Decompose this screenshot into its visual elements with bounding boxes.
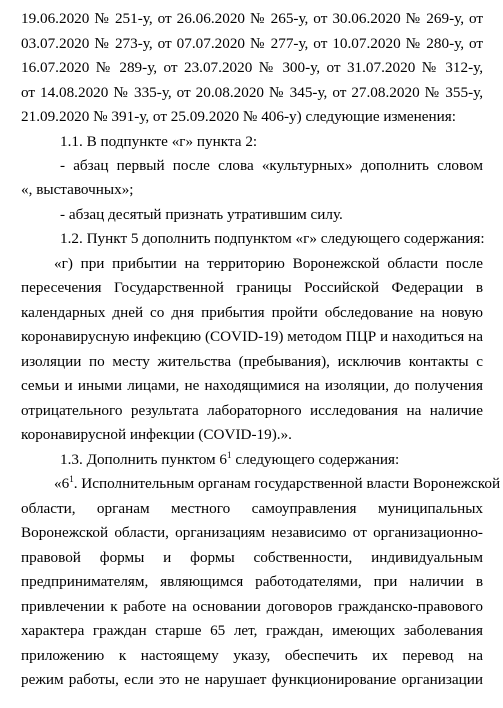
text-line: предпринимателям, являющимся работодателями, при наличии в (21, 573, 483, 590)
text-line: «г) при прибытии на территорию Воронежской области после (54, 255, 483, 272)
text-line: семьи и иными лицами, не находящимися на изоляции, до получения (21, 377, 483, 394)
text-line: - абзац десятый признать утратившим силу. (60, 206, 343, 223)
text-line: от 14.08.2020 № 335-у, от 20.08.2020 № 345-у, от 27.08.2020 № 355-у, (21, 84, 483, 101)
text-line: календарных дней со дня прибытия пройти обследование на новую (21, 304, 483, 321)
text-line: Воронежской области, организациям независимо от организационно- (21, 524, 483, 541)
text-line: 19.06.2020 № 251-у, от 26.06.2020 № 265-у, от 30.06.2020 № 269-у, от (21, 10, 483, 27)
text-line: 03.07.2020 № 273-у, от 07.07.2020 № 277-у, от 10.07.2020 № 280-у, от (21, 35, 483, 52)
text-line: правовой формы и формы собственности, индивидуальным (21, 549, 483, 566)
text-line: коронавирусной инфекции (COVID-19).». (21, 426, 292, 443)
text-line: приложению к настоящему указу, обеспечить их перевод на (21, 647, 483, 664)
text-line: 1.2. Пункт 5 дополнить подпунктом «г» следующего содержания: (60, 230, 485, 247)
text-line: 21.09.2020 № 391-у, от 25.09.2020 № 406-у) следующие изменения: (21, 108, 456, 125)
text-line: изоляции по месту жительства (пребывания), исключив контакты с (21, 353, 483, 370)
text-line: пересечения Государственной границы Российской Федерации в (21, 279, 483, 296)
text-line: 16.07.2020 № 289-у, от 23.07.2020 № 300-у, от 31.07.2020 № 312-у, (21, 59, 483, 76)
text-line: - абзац первый после слова «культурных» дополнить словом (60, 157, 483, 174)
text-line: «, выставочных»; (21, 181, 134, 198)
text-line: режим работы, если это не нарушает функционирование организации (21, 671, 483, 688)
text-line: 1.1. В подпункте «г» пункта 2: (60, 133, 258, 150)
text-line: области, органам местного самоуправления муниципальных (21, 500, 483, 517)
text-line: характера граждан старше 65 лет, граждан, имеющих заболевания (21, 622, 483, 639)
text-line: 1.3. Дополнить пунктом $6^1$ следующего содержания: (60, 449, 400, 468)
text-line: коронавирусную инфекцию (COVID-19) методом ПЦР и находиться на (21, 328, 483, 345)
text-line: привлечении к работе на основании договоров гражданско-правового (21, 598, 483, 615)
text-line: «$6^1$. Исполнительным органам государственной власти Воронежской (54, 473, 501, 492)
text-line: отрицательного результата лабораторного исследования на наличие (21, 402, 483, 419)
